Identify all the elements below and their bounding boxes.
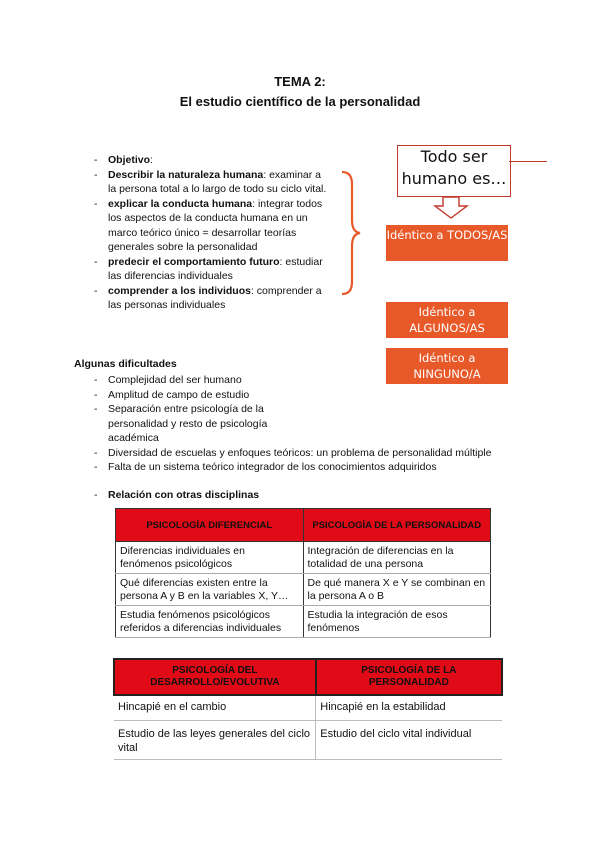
table-header: PSICOLOGÍA DE LA PERSONALIDAD — [316, 659, 502, 695]
objective-item: - comprender a los individuos: comprender a las personas individuales — [88, 284, 328, 313]
table-row — [116, 542, 491, 574]
developmental-vs-personality-table — [113, 658, 503, 760]
table-cell: Hincapié en la estabilidad — [316, 695, 502, 721]
table-header: PSICOLOGÍA DIFERENCIAL — [116, 509, 304, 542]
identical-all-box: Idéntico a TODOS/AS — [386, 225, 508, 261]
table-cell: Hincapié en el cambio — [114, 695, 316, 721]
difficulty-item: - Falta de un sistema teórico integrador de los conocimientos adquiridos — [88, 460, 548, 475]
objective-item: - predecir el comportamiento futuro: estudiar las diferencias individuales — [88, 255, 328, 284]
difficulty-item: - Separación entre psicología de la personalidad y resto de psicología académica — [88, 402, 298, 446]
objective-item: - Objetivo: — [88, 153, 328, 168]
relation-heading: Relación con otras disciplinas — [108, 489, 260, 501]
document-title: TEMA 2: — [274, 74, 326, 89]
curly-brace-icon — [338, 170, 362, 296]
identical-some-box: Idéntico a ALGUNOS/AS — [386, 302, 508, 338]
table-header: PSICOLOGÍA DE LA PERSONALIDAD — [303, 509, 491, 542]
identical-none-box: Idéntico a NINGUNO/A — [386, 348, 508, 384]
difficulties-heading: Algunas dificultades — [74, 358, 177, 370]
table-row — [114, 695, 502, 721]
speech-bubble: Todo ser humano es… — [397, 145, 511, 197]
table-cell: Estudio del ciclo vital individual — [316, 721, 502, 760]
table-cell: Estudia la integración de esos fenómenos — [303, 606, 491, 638]
differential-vs-personality-table — [115, 508, 491, 638]
relation-heading-row — [88, 488, 259, 503]
difficulty-item: - Diversidad de escuelas y enfoques teóricos: un problema de personalidad múltiple — [88, 446, 548, 461]
table-cell: Estudia fenómenos psicológicos referidos a diferencias individuales — [116, 606, 304, 638]
objective-item: - Describir la naturaleza humana: examinar a la persona total a lo largo de todo su ciclo vital. — [88, 168, 328, 197]
difficulties-list — [88, 373, 548, 475]
table-cell: Integración de diferencias en la totalidad de una persona — [303, 542, 491, 574]
table-row — [114, 721, 502, 760]
table-row — [116, 606, 491, 638]
objective-item: - explicar la conducta humana: integrar todos los aspectos de la conducta humana en un marco teórico único = desarrollar teorías generales sobre la personalidad — [88, 197, 328, 255]
table-cell: Qué diferencias existen entre la persona A y B en la variables X, Y… — [116, 574, 304, 606]
table-row — [116, 574, 491, 606]
objectives-list — [88, 153, 328, 313]
bubble-tail-line — [509, 161, 547, 162]
table-cell: De qué manera X e Y se combinan en la persona A o B — [303, 574, 491, 606]
document-subtitle: El estudio científico de la personalidad — [179, 94, 421, 109]
table-cell: Estudio de las leyes generales del ciclo vital — [114, 721, 316, 760]
difficulty-item: - Complejidad del ser humano — [88, 373, 548, 388]
difficulty-item: - Amplitud de campo de estudio — [88, 388, 548, 403]
table-cell: Diferencias individuales en fenómenos psicológicos — [116, 542, 304, 574]
table-header: PSICOLOGÍA DEL DESARROLLO/EVOLUTIVA — [114, 659, 316, 695]
down-arrow-icon — [433, 196, 469, 220]
